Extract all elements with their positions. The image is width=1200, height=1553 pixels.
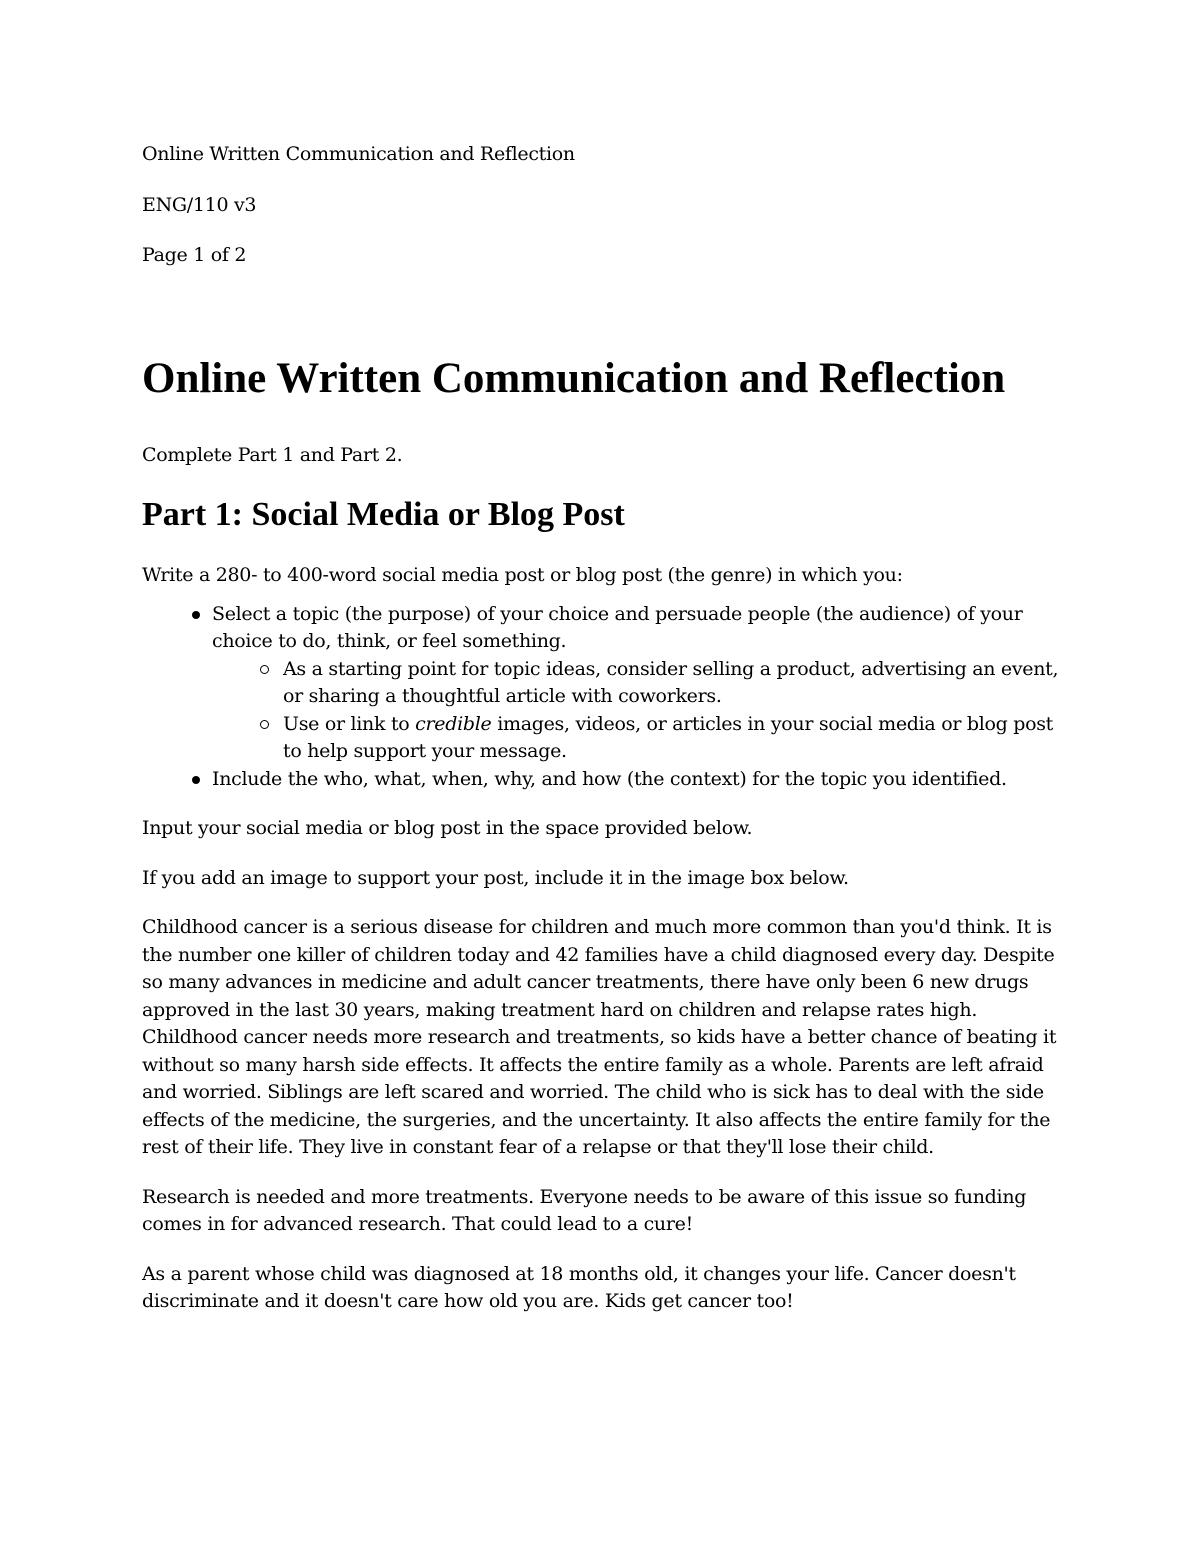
instruction-image: If you add an image to support your post, include it in the image box below. (142, 866, 849, 889)
header-course: ENG/110 v3 (142, 193, 257, 216)
bullet-context: Include the who, what, when, why, and how (the context) for the topic you identified. (212, 767, 1007, 790)
list-item (283, 711, 1072, 766)
sub-list (212, 656, 1072, 766)
list-item (212, 766, 1072, 794)
document-content (142, 141, 1072, 1316)
requirements-list (142, 601, 1072, 794)
sub-item-before: Use or link to (283, 712, 416, 735)
part1-lead: Write a 280- to 400-word social media post or blog post (the genre) in which you: (142, 564, 903, 586)
sub-item-emphasis: credible (415, 712, 492, 735)
bullet-topic: Select a topic (the purpose) of your choice and persuade people (the audience) of your choice to do, think, or feel something. (212, 602, 1023, 652)
sub-item-ideas: As a starting point for topic ideas, consider selling a product, advertising an event, or sharing a thoughtful article with coworkers. (283, 657, 1059, 707)
post-paragraph-3: As a parent whose child was diagnosed at 18 months old, it changes your life. Cancer doesn't discriminate and it doesn't care how old you are. Kids get cancer too! (142, 1262, 1016, 1312)
header-page-number: Page 1 of 2 (142, 244, 247, 266)
page-title: Online Written Communication and Reflection (142, 354, 1006, 402)
post-paragraph-2: Research is needed and more treatments. Everyone needs to be aware of this issue so funding comes in for advanced research. That could lead to a cure! (142, 1185, 1027, 1235)
sub-item-after: images, videos, or articles in your social media or blog post to help support your message. (283, 712, 1054, 762)
list-item (283, 656, 1072, 711)
instruction-input: Input your social media or blog post in the space provided below. (142, 817, 753, 839)
list-item (212, 601, 1072, 766)
part1-heading: Part 1: Social Media or Blog Post (142, 496, 625, 533)
intro-text: Complete Part 1 and Part 2. (142, 443, 403, 466)
post-paragraph-1: Childhood cancer is a serious disease for children and much more common than you'd think. It is the number one killer of children today and 42 families have a child diagnosed every day. Despite so many advances in medicine and adult cancer treatments, there have only been 6 new drugs approved in the last 30 years, making treatment hard on children and relapse rates high. Childhood cancer needs more research and treatments, so kids have a better chance of beating it without so many harsh side effects. It affects the entire family as a whole. Parents are left afraid and worried. Siblings are left scared and worried. The child who is sick has to deal with the side effects of the medicine, the surgeries, and the uncertainty. It also affects the entire family for the rest of their life. They live in constant fear of a relapse or that they'll lose their child. (142, 916, 1057, 1158)
header-doc-title: Online Written Communication and Reflection (142, 143, 575, 165)
